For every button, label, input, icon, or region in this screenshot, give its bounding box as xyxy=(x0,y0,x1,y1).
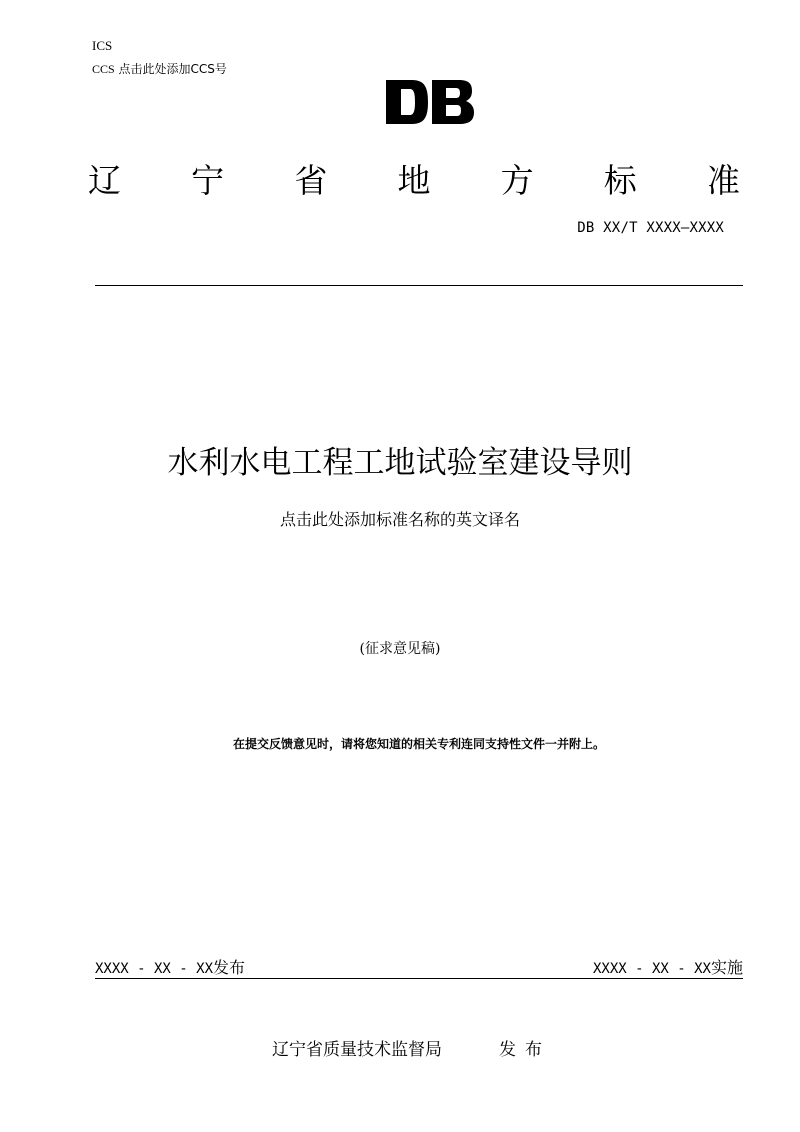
english-title-placeholder[interactable]: 点击此处添加标准名称的英文译名 xyxy=(279,510,520,529)
standard-code: DB XX/T XXXX—XXXX xyxy=(577,220,724,236)
top-divider xyxy=(95,285,743,286)
standard-char: 准 xyxy=(706,161,740,200)
standard-char: 方 xyxy=(500,161,534,200)
publish-date-line xyxy=(95,955,245,978)
implement-label: 实施 xyxy=(710,958,743,977)
standard-type-heading xyxy=(88,155,740,202)
publish-date: XXXX - XX - XX xyxy=(95,961,214,977)
standard-char: 标 xyxy=(603,161,637,200)
standard-char: 省 xyxy=(294,161,328,200)
standard-char: 地 xyxy=(397,161,431,200)
ics-label: ICS xyxy=(92,38,113,53)
bottom-divider xyxy=(95,978,743,979)
ccs-label xyxy=(92,60,227,77)
standard-char: 辽 xyxy=(88,161,121,200)
document-title: 水利水电工程工地试验室建设导则 xyxy=(167,445,633,481)
draft-label: (征求意见稿) xyxy=(359,641,441,657)
publish-label: 发布 xyxy=(213,958,246,977)
ccs-prefix: CCS xyxy=(92,62,115,76)
ccs-placeholder[interactable]: 点击此处添加CCS号 xyxy=(118,62,227,76)
implement-date: XXXX - XX - XX xyxy=(592,961,711,977)
standard-char: 宁 xyxy=(191,161,225,200)
implement-date-line xyxy=(593,955,743,978)
patent-notice: 在提交反馈意见时，请将您知道的相关专利连同支持性文件一并附上。 xyxy=(232,737,605,751)
issuing-authority: 辽宁省质量技术监督局 xyxy=(272,1040,442,1060)
issue-label: 发布 xyxy=(499,1040,551,1060)
db-logo xyxy=(386,80,474,124)
